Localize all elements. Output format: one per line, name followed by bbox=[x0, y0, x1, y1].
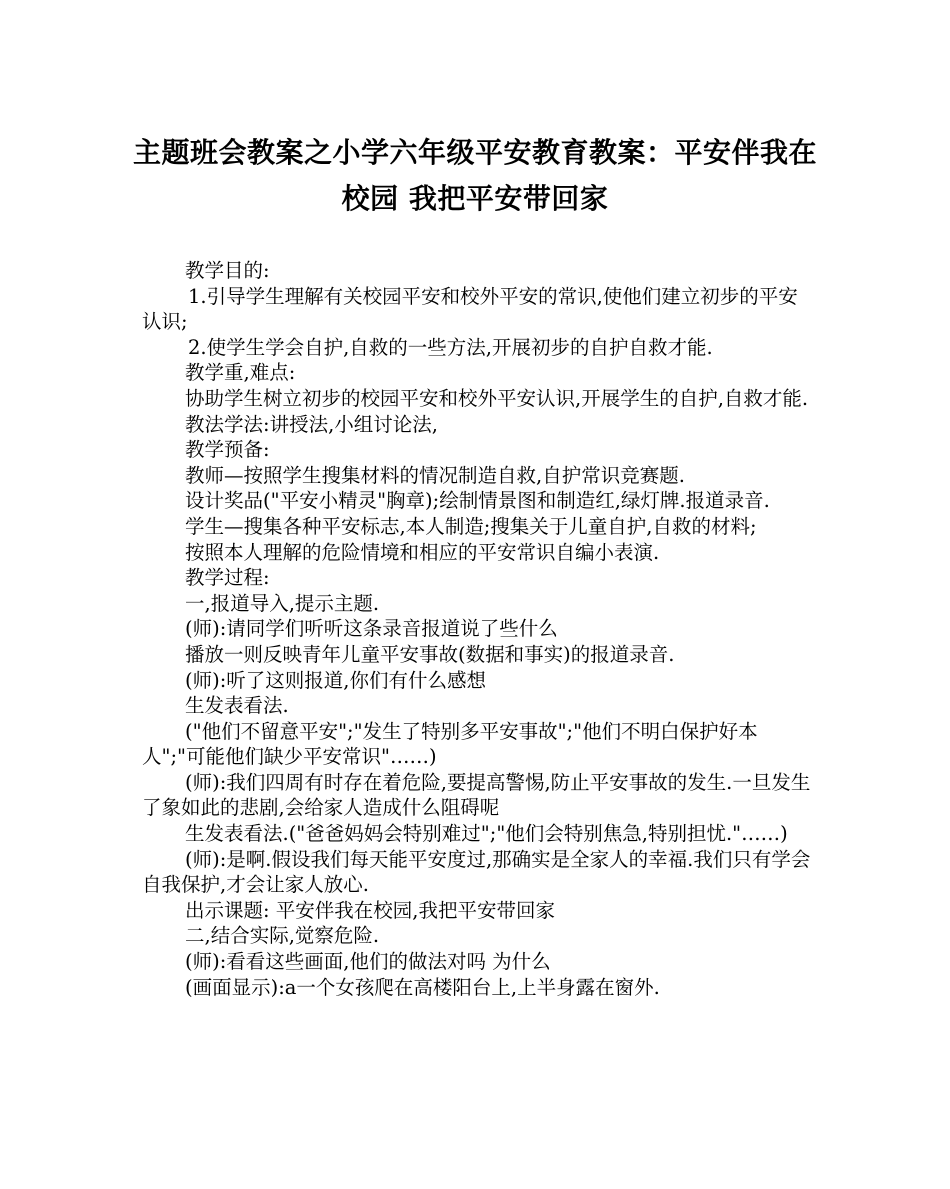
paragraph: (师):是啊.假设我们每天能平安度过,那确实是全家人的幸福.我们只有学会自我保护,才会让家人放心. bbox=[142, 847, 811, 897]
paragraph: 生发表看法. bbox=[185, 694, 289, 718]
paragraph: 教学目的: bbox=[185, 259, 270, 282]
paragraph: 一,报道导入,提示主题. bbox=[185, 591, 380, 615]
paragraph: 2.使学生学会自护,自救的一些方法,开展初步的自护自救才能. bbox=[188, 335, 713, 359]
paragraph: 教学过程: bbox=[185, 566, 270, 590]
paragraph: 教学预备: bbox=[185, 438, 270, 462]
paragraph: 按照本人理解的危险情境和相应的平安常识自编小表演. bbox=[185, 540, 660, 564]
paragraph: 1.引导学生理解有关校园平安和校外平安的常识,使他们建立初步的平安认识; bbox=[142, 284, 798, 334]
paragraph: 设计奖品("平安小精灵"胸章);绘制情景图和制造红,绿灯牌.报道录音. bbox=[185, 489, 770, 513]
paragraph: (师):看看这些画面,他们的做法对吗 为什么 bbox=[185, 950, 551, 974]
paragraph: 协助学生树立初步的校园平安和校外平安认识,开展学生的自护,自救才能. bbox=[185, 386, 809, 410]
paragraph: 二,结合实际,觉察危险. bbox=[185, 924, 380, 948]
paragraph: 教学重,难点: bbox=[185, 361, 296, 385]
paragraph: 学生—搜集各种平安标志,本人制造;搜集关于儿童自护,自救的材料; bbox=[185, 514, 757, 538]
document-body bbox=[142, 258, 812, 1000]
paragraph: (师):请同学们听听这条录音报道说了些什么 bbox=[185, 617, 558, 641]
paragraph: 出示课题: 平安伴我在校园,我把平安带回家 bbox=[185, 898, 555, 922]
paragraph: ("他们不留意平安";"发生了特别多平安事故";"他们不明白保护好本人";"可能他们缺少平安常识"……) bbox=[142, 719, 758, 769]
paragraph: (师):我们四周有时存在着危险,要提高警惕,防止平安事故的发生.一旦发生了象如此的悲剧,会给家人造成什么阻碍呢 bbox=[142, 770, 811, 820]
paragraph: 教师—按照学生搜集材料的情况制造自救,自护常识竞赛题. bbox=[185, 463, 685, 487]
paragraph: 播放一则反映青年儿童平安事故(数据和事实)的报道录音. bbox=[185, 642, 675, 666]
paragraph: 教法学法:讲授法,小组讨论法, bbox=[185, 412, 438, 436]
document-title: 主题班会教案之小学六年级平安教育教案：平安伴我在校园 我把平安带回家 bbox=[132, 136, 817, 215]
paragraph: (师):听了这则报道,你们有什么感想 bbox=[185, 668, 486, 692]
paragraph: (画面显示):a一个女孩爬在高楼阳台上,上半身露在窗外. bbox=[185, 975, 660, 999]
paragraph: 生发表看法.("爸爸妈妈会特别难过";"他们会特别焦急,特别担忧."……) bbox=[185, 822, 788, 846]
